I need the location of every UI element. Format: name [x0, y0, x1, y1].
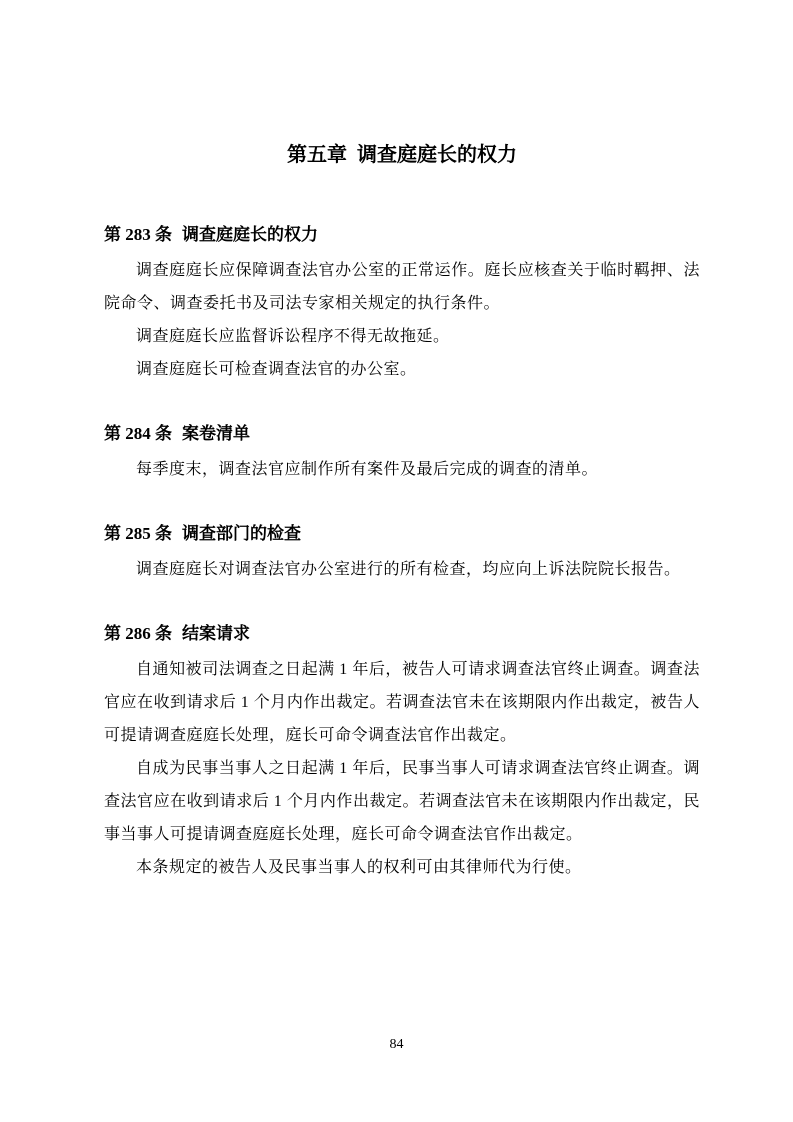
article-paragraph: 调查庭庭长应监督诉讼程序不得无故拖延。 — [136, 328, 450, 345]
article-heading — [104, 520, 700, 548]
article-paragraph: 自成为民事当事人之日起满 1 年后，民事当事人可请求调查法官终止调查。调查法官应在收到请求后 1 个月内作出裁定。若调查法官未在该期限内作出裁定，民事当事人可提请调查庭庭长处理，庭长可命令调查法官作出裁定。 — [104, 760, 700, 843]
article-title-text: 案卷清单 — [182, 424, 250, 443]
chapter-title-text: 调查庭庭长的权力 — [357, 144, 517, 166]
article-heading — [104, 420, 700, 448]
article-title-text: 调查部门的检查 — [182, 524, 301, 543]
article-284 — [104, 420, 700, 486]
page-number: 84 — [389, 1037, 404, 1052]
article-paragraph: 每季度末，调查法官应制作所有案件及最后完成的调查的清单。 — [136, 461, 599, 478]
article-heading — [104, 221, 700, 249]
article-paragraph: 调查庭庭长对调查法官办公室进行的所有检查，均应向上诉法院院长报告。 — [136, 561, 681, 578]
chapter-title — [104, 141, 700, 169]
article-paragraph: 调查庭庭长应保障调查法官办公室的正常运作。庭长应核查关于临时羁押、法院命令、调查委托书及司法专家相关规定的执行条件。 — [104, 262, 700, 312]
article-label: 第 285 条 — [104, 524, 172, 543]
article-title-text: 调查庭庭长的权力 — [182, 225, 318, 244]
article-heading — [104, 620, 700, 648]
article-283 — [104, 221, 700, 386]
article-paragraph: 本条规定的被告人及民事当事人的权利可由其律师代为行使。 — [136, 859, 582, 876]
chapter-label: 第五章 — [287, 144, 347, 166]
article-label: 第 286 条 — [104, 624, 172, 643]
article-label: 第 284 条 — [104, 424, 172, 443]
article-285 — [104, 520, 700, 586]
article-title-text: 结案请求 — [182, 624, 250, 643]
article-label: 第 283 条 — [104, 225, 172, 244]
article-paragraph: 自通知被司法调查之日起满 1 年后，被告人可请求调查法官终止调查。调查法官应在收到请求后 1 个月内作出裁定。若调查法官未在该期限内作出裁定，被告人可提请调查庭庭长处理，庭长可命令调查法官作出裁定。 — [104, 661, 700, 744]
article-286 — [104, 620, 700, 884]
article-paragraph: 调查庭庭长可检查调查法官的办公室。 — [136, 361, 417, 378]
